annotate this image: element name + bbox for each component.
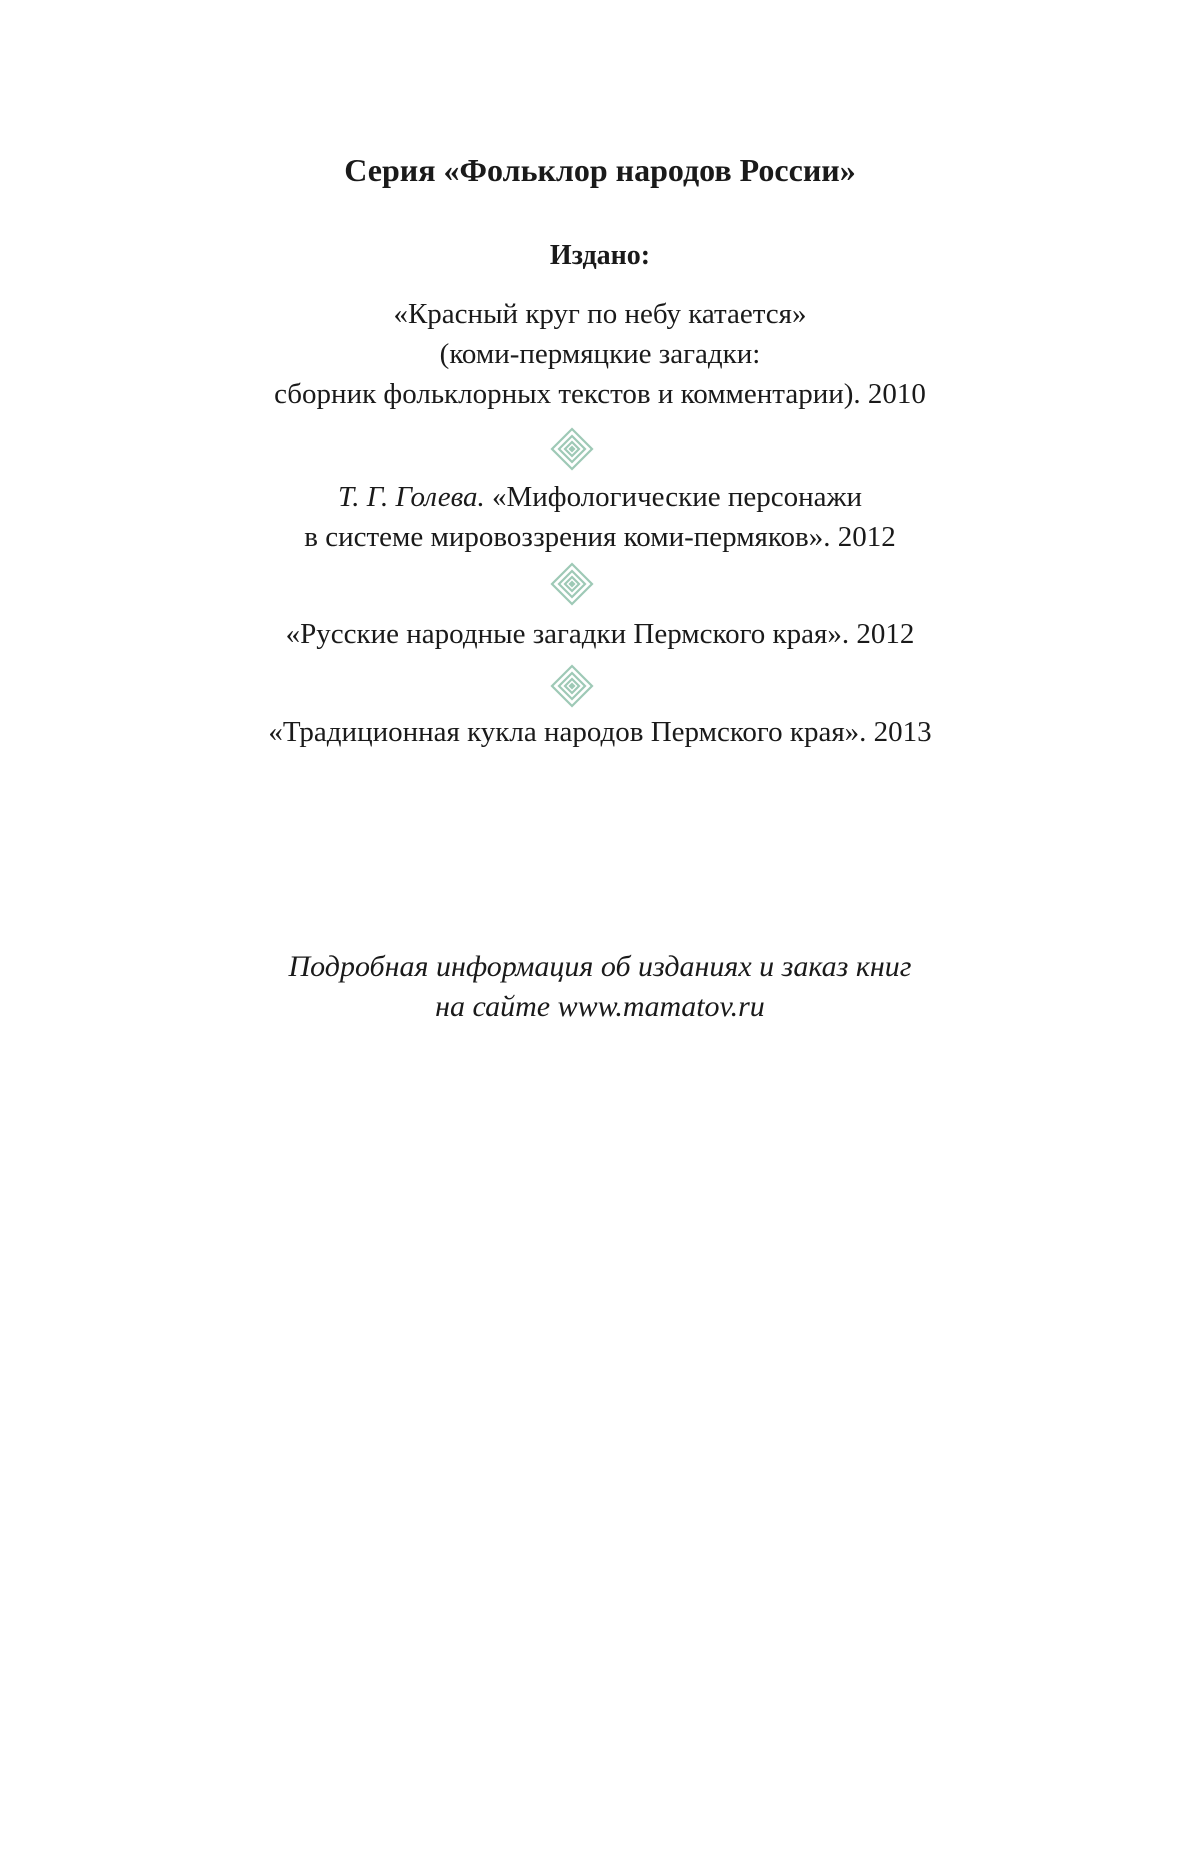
entry-line: сборник фольклорных текстов и комментарии). 2010	[274, 378, 926, 410]
entry-line: «Русские народные загадки Пермского края». 2012	[285, 618, 915, 650]
publication-entry	[0, 294, 1200, 414]
note-line: на сайте www.mamatov.ru	[435, 990, 765, 1023]
info-note	[0, 947, 1200, 1027]
entry-author: Т. Г. Голева.	[337, 481, 485, 513]
diamond-ornament-icon	[550, 664, 594, 708]
published-heading: Издано:	[549, 240, 651, 271]
entry-line: «Традиционная кукла народов Пермского края». 2013	[268, 716, 932, 748]
diamond-ornament-icon	[550, 562, 594, 606]
publication-entry	[0, 614, 1200, 654]
publication-entry	[0, 712, 1200, 752]
note-line: Подробная информация об изданиях и заказ книг	[288, 950, 912, 983]
entry-line: «Красный круг по небу катается»	[393, 298, 807, 330]
entry-line	[0, 477, 1200, 517]
publication-entry	[0, 477, 1200, 557]
entry-line: в системе мировоззрения коми-пермяков». 2012	[304, 521, 896, 553]
entry-line: (коми-пермяцкие загадки:	[439, 338, 761, 370]
entry-title-part: «Мифологические персонажи	[484, 481, 863, 513]
diamond-ornament-icon	[550, 427, 594, 471]
series-title: Серия «Фольклор народов России»	[344, 152, 856, 188]
